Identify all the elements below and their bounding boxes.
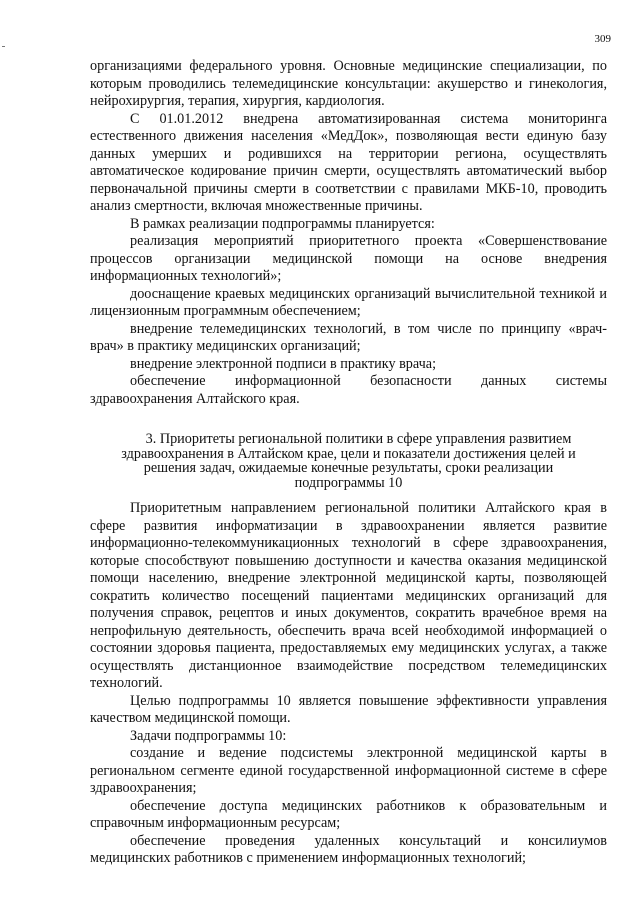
paragraph: С 01.01.2012 внедрена автоматизированная система мониторинга естественного движения населения «МедДок», позволяющая вести единую базу данных умерших и родившихся на территории региона, осуществлять автоматическое кодирование причин смерти, осуществлять автоматический выбор первоначальной причины смерти в соответствии с правилами МКБ-10, проводить анализ смертности, включая множественные причины. xyxy=(90,110,607,214)
section-heading xyxy=(90,432,607,490)
list-item: реализация мероприятий приоритетного проекта «Совершенствование процессов организации медицинской помощи на основе внедрения информационных технологий»; xyxy=(90,233,607,284)
list-item: внедрение электронной подписи в практику врача; xyxy=(130,355,437,372)
paragraph: организациями федерального уровня. Основные медицинские специализации, по которым проводились телемедицинские консультации: акушерство и гинекология, нейрохирургия, терапия, хирургия, кардиология. xyxy=(90,58,607,109)
paragraph: Приоритетным направлением региональной политики Алтайского края в сфере развития информатизации в здравоохранении является развитие информационно-телекоммуникационных технологий в сфере здравоохранения, которые способствуют повышению доступности и качества оказания медицинской помощи населению, внедрение электронной медицинской карты, позволяющей сократить количество посещений пациентами медицинских организаций для получения справок, рецептов и иных документов, сократить врачебное время на непрофильную деятельность, обеспечить врача всей необходимой информацией о состоянии здоровья пациента, предоставляемых ему медицинских услугах, а также осуществлять дистанционное взаимодействие посредством телемедицинских технологий. xyxy=(90,500,607,691)
list-item: создание и ведение подсистемы электронной медицинской карты в региональном сегменте единой государственной информационной системе в сфере здравоохранения; xyxy=(90,745,607,796)
section-heading-line: решения задач, ожидаемые конечные результаты, сроки реализации xyxy=(143,460,554,476)
list-item: обеспечение проведения удаленных консультаций и консилиумов медицинских работников с применением информационных технологий; xyxy=(90,832,607,866)
list-item: обеспечение доступа медицинских работников к образовательным и справочным информационным ресурсам; xyxy=(90,797,607,831)
section-heading-line: здравоохранения в Алтайском крае, цели и показатели достижения целей и xyxy=(121,445,576,462)
paragraph: Задачи подпрограммы 10: xyxy=(130,727,287,744)
body-text-bottom xyxy=(90,500,607,868)
section-heading-line: 3. Приоритеты региональной политики в сфере управления развитием xyxy=(145,431,572,447)
page-number: 309 xyxy=(594,33,611,45)
section-heading-line: подпрограммы 10 xyxy=(294,474,403,491)
paragraph: Целью подпрограммы 10 является повышение эффективности управления качеством медицинской помощи. xyxy=(90,692,607,726)
scan-margin-mark xyxy=(2,46,5,47)
paragraph: В рамках реализации подпрограммы планируется: xyxy=(130,215,435,232)
list-item: обеспечение информационной безопасности данных системы здравоохранения Алтайского края. xyxy=(90,373,607,407)
body-text-top xyxy=(90,58,607,408)
list-item: дооснащение краевых медицинских организаций вычислительной техникой и лицензионным программным обеспечением; xyxy=(90,285,607,319)
list-item: внедрение телемедицинских технологий, в том числе по принципу «врач-врач» в практику медицинских организаций; xyxy=(90,320,607,354)
